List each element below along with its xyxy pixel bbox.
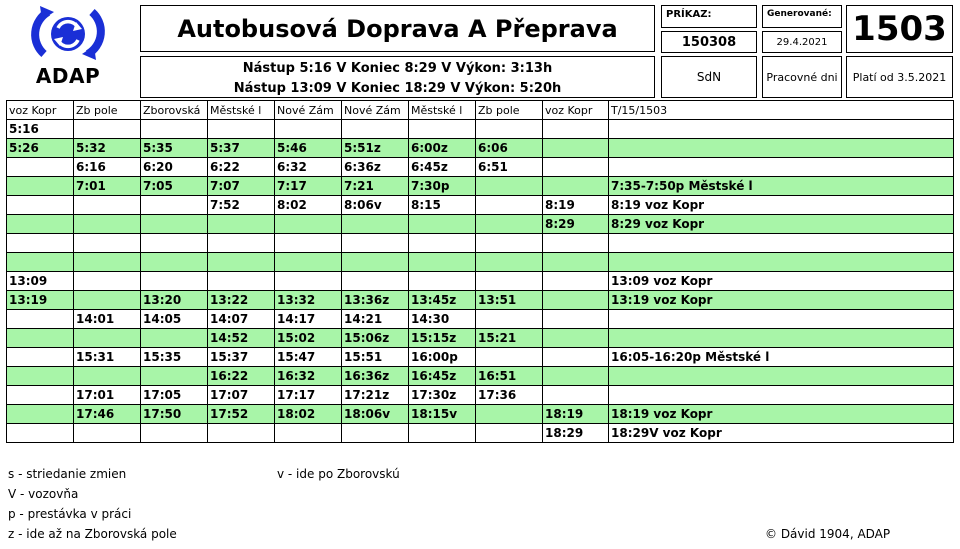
table-cell bbox=[342, 120, 409, 139]
table-cell: 6:00z bbox=[409, 139, 476, 158]
table-cell: 18:19 voz Kopr bbox=[609, 405, 954, 424]
table-cell bbox=[141, 329, 208, 348]
table-cell bbox=[208, 215, 275, 234]
table-cell bbox=[7, 329, 74, 348]
table-cell: 18:15v bbox=[409, 405, 476, 424]
table-cell bbox=[543, 177, 609, 196]
table-cell: 14:21 bbox=[342, 310, 409, 329]
column-header: T/15/1503 bbox=[609, 101, 954, 120]
table-cell bbox=[609, 386, 954, 405]
table-cell bbox=[342, 272, 409, 291]
table-cell bbox=[543, 158, 609, 177]
table-cell bbox=[141, 367, 208, 386]
table-cell bbox=[609, 310, 954, 329]
adap-logo bbox=[4, 2, 132, 94]
table-cell bbox=[543, 272, 609, 291]
table-cell: 7:52 bbox=[208, 196, 275, 215]
table-cell bbox=[609, 158, 954, 177]
legend-z: z - ide až na Zborovská pole bbox=[8, 527, 177, 541]
table-cell: 16:05-16:20p Městské l bbox=[609, 348, 954, 367]
table-cell bbox=[7, 253, 74, 272]
table-cell: 15:37 bbox=[208, 348, 275, 367]
table-cell bbox=[74, 291, 141, 310]
copyright: © Dávid 1904, ADAP bbox=[765, 527, 891, 541]
table-cell bbox=[543, 253, 609, 272]
table-cell bbox=[208, 253, 275, 272]
table-cell: 5:37 bbox=[208, 139, 275, 158]
table-cell bbox=[7, 215, 74, 234]
legend-p: p - prestávka v práci bbox=[8, 507, 132, 521]
column-header: Zborovská bbox=[141, 101, 208, 120]
day-code: SdN bbox=[661, 56, 757, 98]
table-cell: 18:29 bbox=[543, 424, 609, 443]
table-cell: 8:19 voz Kopr bbox=[609, 196, 954, 215]
table-cell: 17:07 bbox=[208, 386, 275, 405]
table-cell bbox=[74, 367, 141, 386]
table-cell: 17:05 bbox=[141, 386, 208, 405]
table-cell: 6:51 bbox=[476, 158, 543, 177]
table-cell: 14:52 bbox=[208, 329, 275, 348]
table-cell: 13:09 bbox=[7, 272, 74, 291]
logo-text: ADAP bbox=[35, 64, 101, 88]
table-cell: 8:29 voz Kopr bbox=[609, 215, 954, 234]
table-row bbox=[7, 367, 954, 386]
table-row bbox=[7, 139, 954, 158]
table-cell: 13:51 bbox=[476, 291, 543, 310]
table-cell: 6:16 bbox=[74, 158, 141, 177]
timetable bbox=[6, 100, 954, 443]
table-row bbox=[7, 272, 954, 291]
table-cell: 13:19 voz Kopr bbox=[609, 291, 954, 310]
table-cell bbox=[342, 424, 409, 443]
table-cell bbox=[74, 215, 141, 234]
table-cell bbox=[7, 196, 74, 215]
table-cell: 7:21 bbox=[342, 177, 409, 196]
table-cell: 15:02 bbox=[275, 329, 342, 348]
table-cell: 14:07 bbox=[208, 310, 275, 329]
column-header: Nové Zám bbox=[275, 101, 342, 120]
table-cell bbox=[543, 120, 609, 139]
table-cell bbox=[7, 177, 74, 196]
table-cell bbox=[342, 215, 409, 234]
table-cell bbox=[208, 234, 275, 253]
table-cell: 14:05 bbox=[141, 310, 208, 329]
table-cell: 8:19 bbox=[543, 196, 609, 215]
table-row bbox=[7, 253, 954, 272]
table-cell: 14:17 bbox=[275, 310, 342, 329]
table-cell bbox=[476, 196, 543, 215]
table-cell bbox=[7, 310, 74, 329]
table-row bbox=[7, 386, 954, 405]
prikaz-value: 150308 bbox=[661, 31, 757, 53]
day-type: Pracovné dni bbox=[762, 56, 842, 98]
table-cell: 13:19 bbox=[7, 291, 74, 310]
table-cell: 18:29V voz Kopr bbox=[609, 424, 954, 443]
table-cell bbox=[141, 196, 208, 215]
table-cell bbox=[208, 120, 275, 139]
table-cell bbox=[7, 367, 74, 386]
valid-from: Platí od 3.5.2021 bbox=[846, 56, 953, 98]
table-cell: 17:01 bbox=[74, 386, 141, 405]
table-cell bbox=[543, 139, 609, 158]
table-row bbox=[7, 291, 954, 310]
legend-s: s - striedanie zmien bbox=[8, 467, 127, 481]
table-cell bbox=[141, 215, 208, 234]
table-cell: 8:02 bbox=[275, 196, 342, 215]
prikaz-label: PRÍKAZ: bbox=[661, 5, 757, 28]
table-cell bbox=[543, 291, 609, 310]
table-cell bbox=[609, 253, 954, 272]
table-cell bbox=[476, 310, 543, 329]
table-cell bbox=[7, 348, 74, 367]
table-cell bbox=[543, 310, 609, 329]
table-cell bbox=[609, 329, 954, 348]
table-cell: 15:51 bbox=[342, 348, 409, 367]
table-cell: 18:19 bbox=[543, 405, 609, 424]
table-cell bbox=[543, 367, 609, 386]
table-cell bbox=[74, 196, 141, 215]
table-cell bbox=[342, 253, 409, 272]
table-cell: 17:17 bbox=[275, 386, 342, 405]
table-cell bbox=[141, 272, 208, 291]
table-row bbox=[7, 310, 954, 329]
table-cell bbox=[409, 215, 476, 234]
table-cell: 14:01 bbox=[74, 310, 141, 329]
table-cell: 5:16 bbox=[7, 120, 74, 139]
table-cell: 6:32 bbox=[275, 158, 342, 177]
table-cell bbox=[543, 234, 609, 253]
generated-value: 29.4.2021 bbox=[762, 31, 842, 53]
shift-2: Nástup 13:09 V Koniec 18:29 V Výkon: 5:20h bbox=[233, 81, 562, 96]
table-cell: 13:09 voz Kopr bbox=[609, 272, 954, 291]
table-cell: 15:21 bbox=[476, 329, 543, 348]
company-title: Autobusová Doprava A Přeprava bbox=[140, 5, 655, 52]
table-row bbox=[7, 234, 954, 253]
table-cell bbox=[7, 158, 74, 177]
table-cell: 15:06z bbox=[342, 329, 409, 348]
table-cell: 7:17 bbox=[275, 177, 342, 196]
table-row bbox=[7, 158, 954, 177]
table-cell: 15:31 bbox=[74, 348, 141, 367]
table-cell bbox=[74, 253, 141, 272]
table-cell bbox=[476, 215, 543, 234]
table-cell bbox=[74, 329, 141, 348]
table-cell: 17:30z bbox=[409, 386, 476, 405]
table-cell: 8:06v bbox=[342, 196, 409, 215]
logo-arrows-icon bbox=[4, 2, 132, 66]
table-cell bbox=[342, 234, 409, 253]
column-header: voz Kopr bbox=[543, 101, 609, 120]
table-cell: 7:07 bbox=[208, 177, 275, 196]
table-cell: 17:36 bbox=[476, 386, 543, 405]
table-cell: 6:20 bbox=[141, 158, 208, 177]
table-cell bbox=[74, 120, 141, 139]
table-cell: 14:30 bbox=[409, 310, 476, 329]
column-header: Městské l bbox=[208, 101, 275, 120]
table-cell bbox=[609, 234, 954, 253]
table-cell: 6:06 bbox=[476, 139, 543, 158]
table-cell: 15:35 bbox=[141, 348, 208, 367]
table-cell: 13:20 bbox=[141, 291, 208, 310]
table-cell: 13:22 bbox=[208, 291, 275, 310]
schedule-number: 1503 bbox=[846, 5, 953, 53]
table-cell bbox=[275, 424, 342, 443]
legend-v: v - ide po Zborovskú bbox=[277, 467, 400, 481]
table-cell bbox=[476, 272, 543, 291]
table-cell: 16:00p bbox=[409, 348, 476, 367]
table-cell: 6:45z bbox=[409, 158, 476, 177]
table-cell bbox=[208, 424, 275, 443]
table-cell bbox=[543, 348, 609, 367]
table-cell: 13:36z bbox=[342, 291, 409, 310]
table-cell bbox=[208, 272, 275, 291]
table-cell: 7:05 bbox=[141, 177, 208, 196]
table-row bbox=[7, 405, 954, 424]
table-cell bbox=[141, 424, 208, 443]
table-cell bbox=[476, 253, 543, 272]
table-cell bbox=[7, 386, 74, 405]
table-cell bbox=[609, 120, 954, 139]
column-header: Městské l bbox=[409, 101, 476, 120]
table-cell bbox=[409, 424, 476, 443]
table-cell: 16:51 bbox=[476, 367, 543, 386]
table-row bbox=[7, 120, 954, 139]
table-cell bbox=[409, 120, 476, 139]
shift-info bbox=[140, 56, 655, 98]
table-cell: 16:22 bbox=[208, 367, 275, 386]
column-header: Nové Zám bbox=[342, 101, 409, 120]
table-cell bbox=[141, 253, 208, 272]
table-cell bbox=[409, 253, 476, 272]
legend-V: V - vozovňa bbox=[8, 487, 79, 501]
table-cell bbox=[476, 177, 543, 196]
table-cell: 8:15 bbox=[409, 196, 476, 215]
table-cell bbox=[409, 234, 476, 253]
table-cell: 15:47 bbox=[275, 348, 342, 367]
table-cell bbox=[609, 139, 954, 158]
table-cell bbox=[275, 120, 342, 139]
table-cell bbox=[476, 424, 543, 443]
table-cell bbox=[275, 272, 342, 291]
table-cell: 7:01 bbox=[74, 177, 141, 196]
table-cell bbox=[74, 424, 141, 443]
table-cell: 17:52 bbox=[208, 405, 275, 424]
table-cell bbox=[476, 405, 543, 424]
table-cell bbox=[275, 215, 342, 234]
table-cell: 15:15z bbox=[409, 329, 476, 348]
table-cell: 13:45z bbox=[409, 291, 476, 310]
table-cell bbox=[141, 234, 208, 253]
table-cell: 18:02 bbox=[275, 405, 342, 424]
table-row bbox=[7, 177, 954, 196]
table-row bbox=[7, 329, 954, 348]
table-cell bbox=[275, 234, 342, 253]
table-cell bbox=[141, 120, 208, 139]
table-cell: 16:45z bbox=[409, 367, 476, 386]
table-cell: 6:36z bbox=[342, 158, 409, 177]
table-cell: 5:51z bbox=[342, 139, 409, 158]
column-header: Zb pole bbox=[476, 101, 543, 120]
table-cell: 17:50 bbox=[141, 405, 208, 424]
table-cell: 5:35 bbox=[141, 139, 208, 158]
table-row bbox=[7, 348, 954, 367]
column-header: Zb pole bbox=[74, 101, 141, 120]
generated-label: Generované: bbox=[762, 5, 842, 28]
table-cell: 13:32 bbox=[275, 291, 342, 310]
table-cell: 5:46 bbox=[275, 139, 342, 158]
table-cell bbox=[476, 348, 543, 367]
table-cell: 5:32 bbox=[74, 139, 141, 158]
table-cell bbox=[409, 272, 476, 291]
table-cell bbox=[7, 234, 74, 253]
table-cell: 6:22 bbox=[208, 158, 275, 177]
table-cell bbox=[7, 424, 74, 443]
table-cell bbox=[543, 329, 609, 348]
column-header: voz Kopr bbox=[7, 101, 74, 120]
shift-1: Nástup 5:16 V Koniec 8:29 V Výkon: 3:13h bbox=[242, 61, 553, 76]
table-cell bbox=[275, 253, 342, 272]
table-cell: 5:26 bbox=[7, 139, 74, 158]
table-cell bbox=[74, 234, 141, 253]
table-cell bbox=[609, 367, 954, 386]
table-row bbox=[7, 215, 954, 234]
table-cell: 18:06v bbox=[342, 405, 409, 424]
table-cell: 8:29 bbox=[543, 215, 609, 234]
table-cell: 16:36z bbox=[342, 367, 409, 386]
table-cell bbox=[476, 234, 543, 253]
table-row bbox=[7, 424, 954, 443]
table-cell bbox=[476, 120, 543, 139]
table-row bbox=[7, 196, 954, 215]
table-cell bbox=[74, 272, 141, 291]
table-cell: 7:35-7:50p Městské l bbox=[609, 177, 954, 196]
table-cell: 7:30p bbox=[409, 177, 476, 196]
table-cell: 17:21z bbox=[342, 386, 409, 405]
table-cell bbox=[543, 386, 609, 405]
table-cell: 16:32 bbox=[275, 367, 342, 386]
table-cell: 17:46 bbox=[74, 405, 141, 424]
table-cell bbox=[7, 405, 74, 424]
header-row bbox=[7, 101, 954, 120]
